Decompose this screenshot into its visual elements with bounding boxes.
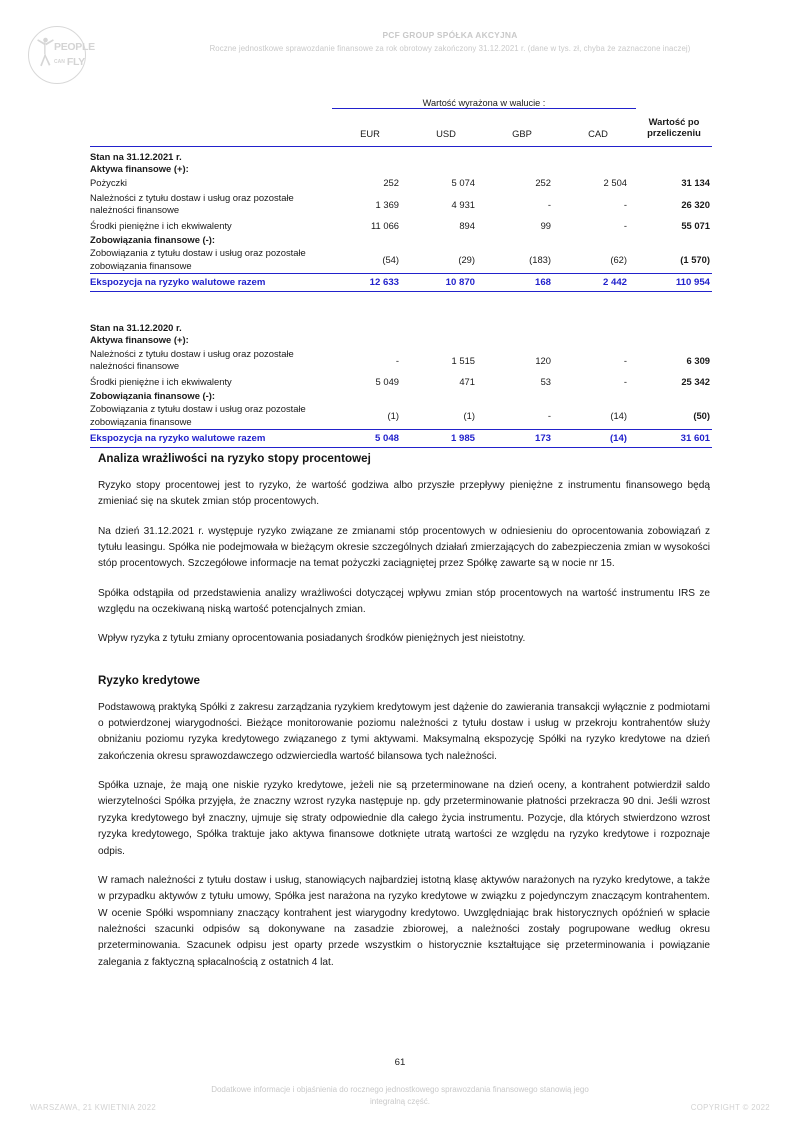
heading-interest-rate-sensitivity: Analiza wrażliwości na ryzyko stopy procentowej <box>98 452 371 465</box>
table-row <box>90 190 712 218</box>
section-title-2021: Stan na 31.12.2021 r. <box>90 151 182 162</box>
section-subtitle-row <box>90 390 712 402</box>
cell-gbp: 53 <box>540 376 551 388</box>
cell-total: 31 134 <box>681 177 710 189</box>
cell-total: 26 320 <box>681 198 710 210</box>
section-title-2020: Stan na 31.12.2020 r. <box>90 322 182 334</box>
row-label: Zobowiązania z tytułu dostaw i usług oraz pozostałe zobowiązania finansowe <box>90 403 306 427</box>
row-label: Pożyczki <box>90 176 127 188</box>
flying-person-icon <box>37 36 54 68</box>
cell-eur: 5 049 <box>375 376 399 388</box>
total-cell-total: 31 601 <box>636 430 712 448</box>
paragraph-interest-rate-2: Na dzień 31.12.2021 r. występuje ryzyko związane ze zmianami stóp procentowych w odniesieniu do oprocentowania zobowiązań z tytułu leasingu. Spółka nie podejmowała w bieżącym okresie szczególnych działań zmierzających do zabezpieczenia zmian w wysokości stóp procentowych. Szczegółowe informacje na temat pożyczki zaciągniętej przez Spółkę zawarte są w nocie nr 15. <box>98 525 710 570</box>
paragraph-interest-rate-4: Wpływ ryzyka z tytułu zmiany oprocentowania posiadanych środków pieniężnych jest nieistotny. <box>98 633 526 645</box>
assets-title-2021: Aktywa finansowe (+): <box>90 163 189 174</box>
cell-usd: 4 931 <box>451 198 475 210</box>
document-body <box>98 452 710 971</box>
total-cell-usd: 1 985 <box>408 430 484 448</box>
cell-eur: - <box>395 354 399 366</box>
total-row-2021 <box>90 274 712 292</box>
paragraph-credit-risk-1: Podstawową praktyką Spółki z zakresu zarządzania ryzykiem kredytowym jest dążenie do zawierania transakcji wyłącznie z podmiotami o potwierdzonej wiarygodności. Bieżące monitorowanie poziomu należności z tytułu dostaw i usług w przekroju kontrahentów służy obniżaniu poziomu ryzyka kredytowego związanego z tymi aktywami. Maksymalną ekspozycję Spółki na ryzyko kredytowe na dzień zakończenia okresu sprawozdawczego odzwierciedla wartość bilansowa tych należności. <box>98 701 710 762</box>
table-body <box>90 147 712 448</box>
cell-total: 55 071 <box>681 220 710 232</box>
logo-can-text: CAN <box>54 58 65 65</box>
people-can-fly-logo <box>28 26 95 88</box>
total-cell-total: 110 954 <box>636 274 712 292</box>
logo-fly-text: FLY <box>66 55 85 68</box>
table-row <box>90 175 712 190</box>
company-name: PCF GROUP SPÓŁKA AKCYJNA <box>382 30 518 40</box>
cell-total: (1 570) <box>680 254 710 266</box>
section-subtitle-row <box>90 163 712 175</box>
cell-usd: (29) <box>458 254 475 266</box>
table-section-spacer <box>90 292 712 319</box>
total-cell-eur: 5 048 <box>332 430 408 448</box>
cell-usd: 471 <box>459 376 475 388</box>
table-row <box>90 246 712 274</box>
paragraph-interest-rate-3: Spółka odstąpiła od przedstawienia analizy wrażliwości dotyczącej wpływu zmian stóp procentowych na wartość instrumentu IRS ze względu na oczekiwaną niską wartość potencjalnych zmian. <box>98 587 710 616</box>
table-row <box>90 402 712 430</box>
total-row-label: Ekspozycja na ryzyko walutowe razem <box>90 274 332 292</box>
cell-cad: - <box>623 198 627 210</box>
page-number: 61 <box>394 1057 406 1068</box>
cell-eur: (54) <box>382 254 399 266</box>
section-subtitle-row <box>90 234 712 246</box>
cell-gbp: - <box>547 410 551 422</box>
cell-gbp: 99 <box>540 220 551 232</box>
cell-gbp: - <box>547 198 551 210</box>
cell-total: 6 309 <box>686 354 710 366</box>
assets-title-2020: Aktywa finansowe (+): <box>90 334 189 346</box>
row-label: Zobowiązania z tytułu dostaw i usług oraz pozostałe zobowiązania finansowe <box>90 247 306 271</box>
paragraph-credit-risk-3: W ramach należności z tytułu dostaw i usług, stanowiących najbardziej istotną klasę aktywów narażonych na ryzyko kredytowe, a także w przypadku aktywów z tytułu umowy, Spółka jest narażona na ryzyko kredytowe w związku z pojedynczym znaczącym kontrahentem. W ocenie Spółki wspomniany znaczący kontrahent jest wiarygodny kredytowo. Uwzględniając brak historycznych opóźnień w spłacie należności szacunki odpisów są dokonywane na zasadzie zbiorowej, a należności zostały pogrupowane według okresu przeterminowania. Szacunek odpisu jest oparty przede wszystkim o historycznie kształtujące się przeterminowania i powiązanie zalegania z faktyczną spłacalnością z ostatnich 4 lat. <box>98 874 710 968</box>
table-span-header-row <box>90 88 712 109</box>
row-label: Należności z tytułu dostaw i usług oraz pozostałe należności finansowe <box>90 191 294 216</box>
cell-cad: - <box>623 376 627 388</box>
table-row <box>90 346 712 374</box>
total-cell-gbp: 168 <box>484 274 560 292</box>
liabilities-title-2020: Zobowiązania finansowe (-): <box>90 389 216 401</box>
table-column-header-row <box>90 109 712 147</box>
cell-eur: (1) <box>387 410 399 422</box>
cell-cad: (62) <box>610 254 627 266</box>
paragraph-interest-rate-1: Ryzyko stopy procentowej jest to ryzyko, że wartość godziwa albo przyszłe przepływy pieniężne z instrumentu finansowego będą zmieniać się na skutek zmian stóp procentowych. <box>98 480 710 508</box>
header-title-block <box>120 30 780 53</box>
total-cell-gbp: 173 <box>484 430 560 448</box>
column-header-eur: EUR <box>360 128 380 139</box>
total-cell-cad: 2 442 <box>560 274 636 292</box>
row-label: Należności z tytułu dostaw i usług oraz pozostałe należności finansowe <box>90 347 294 372</box>
cell-gbp: 120 <box>535 354 551 366</box>
column-header-label-blank <box>90 109 332 147</box>
column-header-total: Wartość po przeliczeniu <box>647 115 701 139</box>
total-cell-eur: 12 633 <box>332 274 408 292</box>
cell-cad: - <box>623 220 627 232</box>
currency-exposure-table <box>90 88 712 448</box>
cell-usd: 5 074 <box>451 177 475 189</box>
total-row-2020 <box>90 430 712 448</box>
cell-gbp: 252 <box>535 177 551 189</box>
cell-eur: 252 <box>383 177 399 189</box>
logo-wordmark <box>54 41 95 69</box>
cell-gbp: (183) <box>529 254 551 266</box>
document-header <box>0 22 800 92</box>
cell-total: (50) <box>693 410 710 422</box>
heading-credit-risk: Ryzyko kredytowe <box>98 673 200 687</box>
cell-cad: (14) <box>610 410 627 422</box>
currency-span-header: Wartość wyrażona w walucie : <box>332 88 636 109</box>
cell-cad: 2 504 <box>603 177 627 189</box>
liabilities-title-2021: Zobowiązania finansowe (-): <box>90 233 216 245</box>
footer-location-date: WARSZAWA, 21 KWIETNIA 2022 <box>30 1103 157 1112</box>
span-header-spacer <box>90 88 332 109</box>
table-head <box>90 88 712 147</box>
cell-eur: 11 066 <box>371 220 399 232</box>
total-cell-usd: 10 870 <box>408 274 484 292</box>
row-label: Środki pieniężne i ich ekwiwalenty <box>90 375 232 387</box>
column-header-gbp: GBP <box>512 128 532 139</box>
section-subtitle-row <box>90 334 712 346</box>
row-label: Środki pieniężne i ich ekwiwalenty <box>90 219 232 231</box>
cell-usd: 1 515 <box>451 354 475 366</box>
total-cell-cad: (14) <box>560 430 636 448</box>
section-title-row <box>90 318 712 334</box>
table-row <box>90 218 712 233</box>
logo-people-text: PEOPLE <box>54 41 95 53</box>
cell-cad: - <box>623 354 627 366</box>
report-subtitle: Roczne jednostkowe sprawozdanie finansowe za rok obrotowy zakończony 31.12.2021 r. (dane w tys. zł, chyba że zaznaczone inaczej) <box>209 44 691 53</box>
footer-copyright: COPYRIGHT © 2022 <box>690 1103 770 1112</box>
paragraph-credit-risk-2: Spółka uznaje, że mają one niskie ryzyko kredytowe, jeżeli nie są przeterminowane na dzień oceny, a kontrahent potwierdził saldo wierzytelności Spółka przyjęła, że znaczny wzrost ryzyka następuje np. gdy przeterminowanie płatności przekracza 90 dni. Jeśli wzrost ryzyka kredytowego był znaczny, ujmuje się straty odpowiednie dla całego życia instrumentu. Pozycje, dla których stwierdzono wzrost ryzyka kredytowego, Spółka traktuje jako aktywa finansowe dotknięte utratą wartości ze względu na ryzyko kredytowe i rozpoznaje odpis. <box>98 780 710 857</box>
footer-note: Dodatkowe informacje i objaśnienia do rocznego jednostkowego sprawozdania finansowego stanowią jego integralną część. <box>211 1085 589 1107</box>
span-header-spacer-right <box>636 88 712 109</box>
table-row <box>90 374 712 389</box>
column-header-cad: CAD <box>588 128 608 139</box>
column-header-usd: USD <box>436 128 456 139</box>
cell-usd: (1) <box>463 410 475 422</box>
cell-total: 25 342 <box>681 376 710 388</box>
cell-usd: 894 <box>459 220 475 232</box>
section-title-row <box>90 147 712 164</box>
cell-eur: 1 369 <box>375 198 399 210</box>
total-row-label: Ekspozycja na ryzyko walutowe razem <box>90 430 332 448</box>
